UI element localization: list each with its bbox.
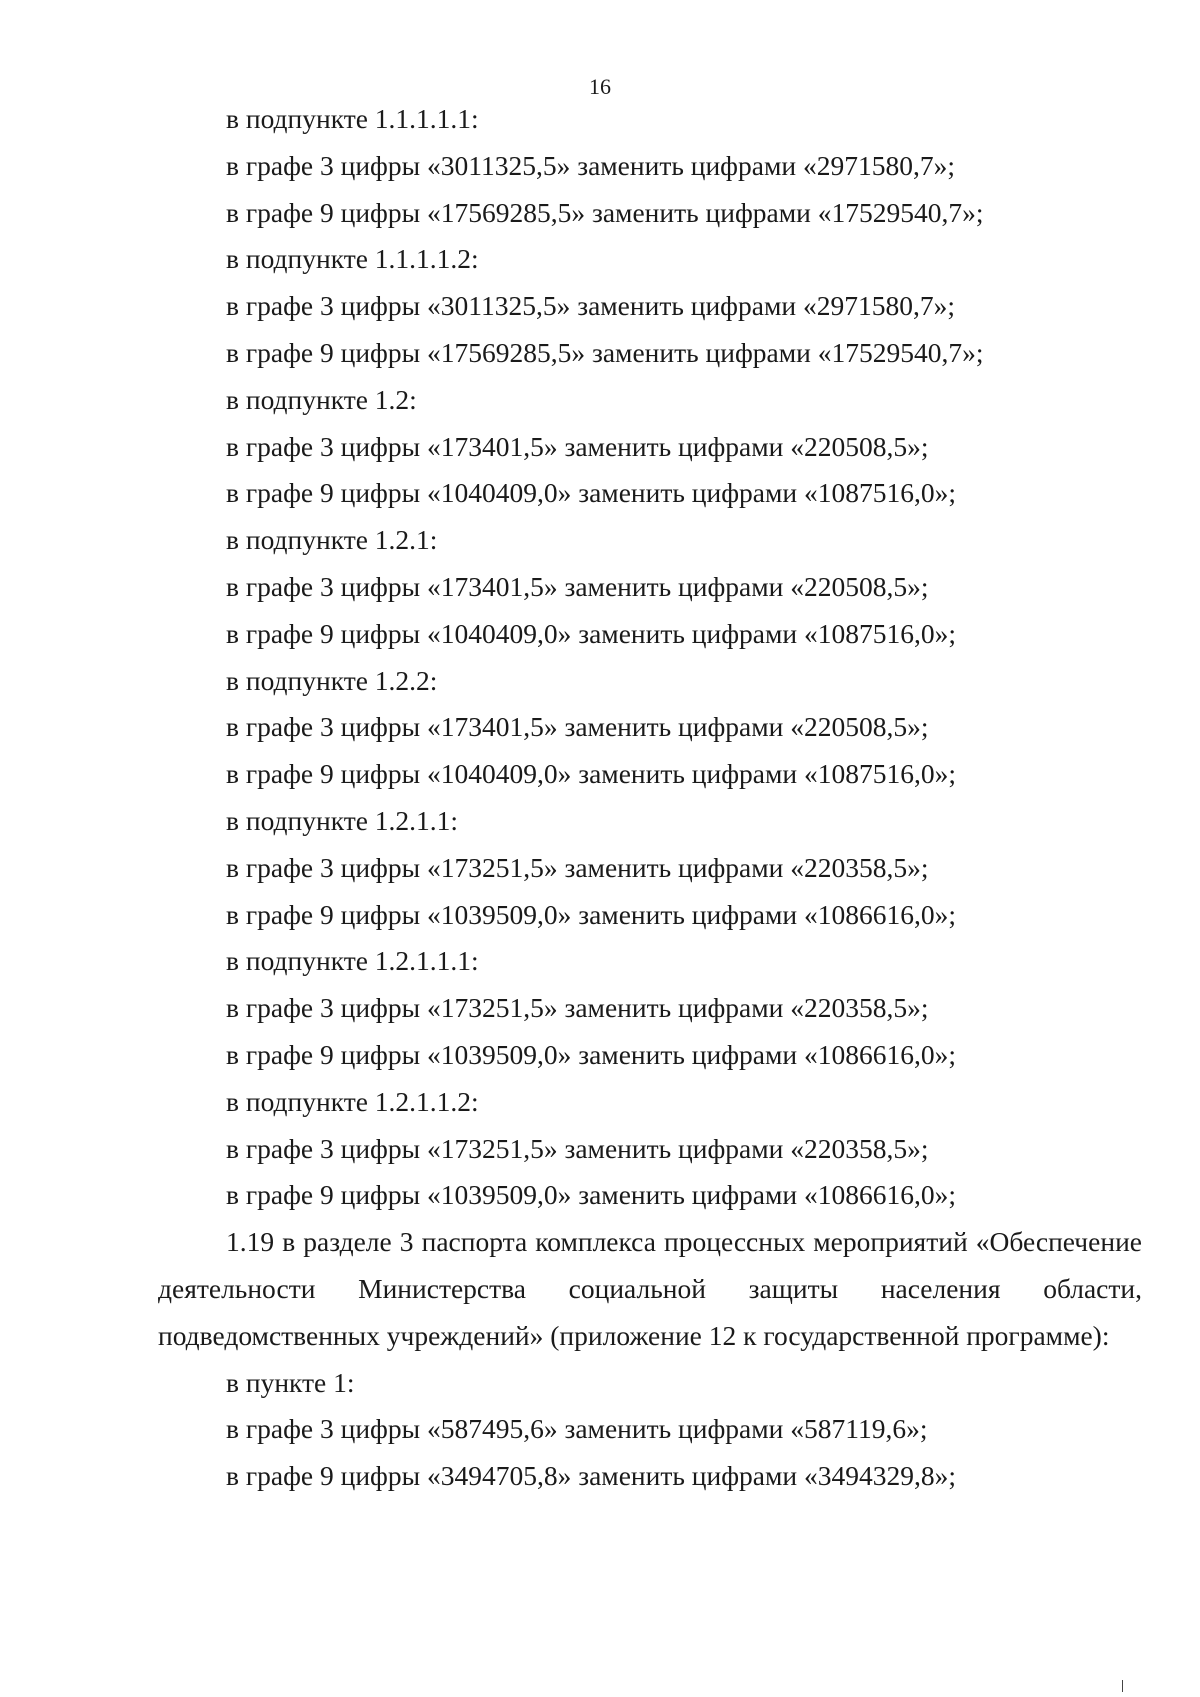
text-line: в графе 3 цифры «3011325,5» заменить цифрами «2971580,7»; [226,149,955,181]
section-paragraph: 1.19 в разделе 3 паспорта комплекса процессных мероприятий «Обеспечение деятельности Министерства социальной защиты населения области, подведомственных учреждений» (приложение 12 к государственной программе): [158,1226,1142,1351]
scan-mark [1122,1680,1123,1692]
text-line: в графе 3 цифры «173401,5» заменить цифрами «220508,5»; [226,430,929,462]
text-line: в графе 9 цифры «17569285,5» заменить цифрами «17529540,7»; [226,336,984,368]
text-line: в подпункте 1.2: [226,383,417,415]
text-line: в графе 9 цифры «1039509,0» заменить цифрами «1086616,0»; [226,1179,956,1211]
text-line: в подпункте 1.2.2: [226,664,438,696]
text-line: в графе 9 цифры «3494705,8» заменить цифрами «3494329,8»; [226,1460,956,1492]
text-line: в графе 3 цифры «587495,6» заменить цифрами «587119,6»; [226,1413,928,1445]
text-line: в графе 9 цифры «17569285,5» заменить цифрами «17529540,7»; [226,196,984,228]
text-line: в графе 9 цифры «1040409,0» заменить цифрами «1087516,0»; [226,617,956,649]
text-line: в графе 9 цифры «1039509,0» заменить цифрами «1086616,0»; [226,898,956,930]
document-body [158,96,1144,1500]
text-line: в графе 3 цифры «173401,5» заменить цифрами «220508,5»; [226,570,929,602]
text-line: в графе 3 цифры «173251,5» заменить цифрами «220358,5»; [226,851,929,883]
text-line: в подпункте 1.2.1.1.1: [226,945,479,977]
text-line: в графе 3 цифры «173401,5» заменить цифрами «220508,5»; [226,711,929,743]
text-line: в пункте 1: [226,1366,355,1398]
text-line: в графе 9 цифры «1039509,0» заменить цифрами «1086616,0»; [226,1038,956,1070]
text-line: в графе 3 цифры «173251,5» заменить цифрами «220358,5»; [226,992,929,1024]
text-line: в графе 9 цифры «1040409,0» заменить цифрами «1087516,0»; [226,758,956,790]
text-line: в подпункте 1.2.1.1.2: [226,1085,479,1117]
page-number: 16 [589,74,611,99]
text-line: в подпункте 1.1.1.1.1: [226,103,479,134]
text-line: в графе 3 цифры «3011325,5» заменить цифрами «2971580,7»; [226,290,955,322]
text-line: в подпункте 1.2.1.1: [226,804,459,836]
text-line: в подпункте 1.2.1: [226,524,438,556]
text-line: в графе 9 цифры «1040409,0» заменить цифрами «1087516,0»; [226,477,956,509]
text-line: в графе 3 цифры «173251,5» заменить цифрами «220358,5»; [226,1132,929,1164]
text-line: в подпункте 1.1.1.1.2: [226,243,479,275]
